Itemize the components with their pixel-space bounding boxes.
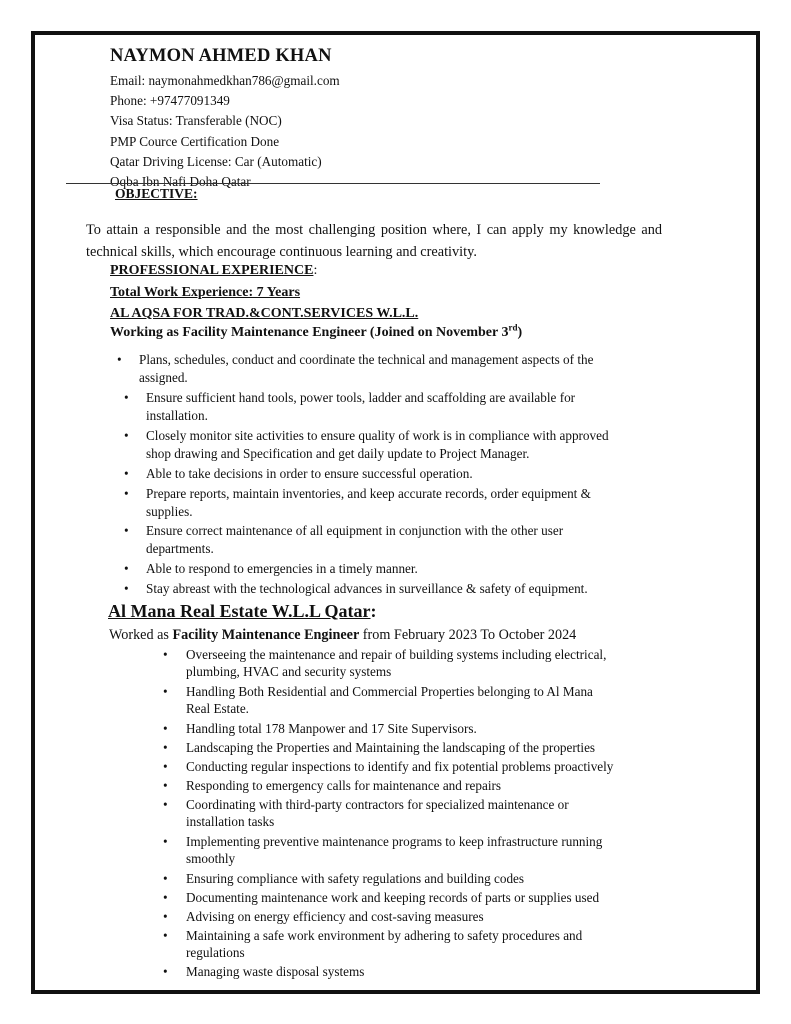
- bullet-text: Coordinating with third-party contractors for specialized maintenance or: [186, 797, 569, 812]
- bullet-text: Landscaping the Properties and Maintaining the landscaping of the properties: [186, 740, 596, 755]
- bullet-text: Ensure correct maintenance of all equipment in conjunction with the other user: [146, 523, 564, 538]
- contact-address: Oqba Ibn Nafi Doha Qatar: [110, 174, 251, 190]
- bullet-dot: •: [163, 740, 168, 755]
- bullet-text: Maintaining a safe work environment by adhering to safety procedures and: [186, 928, 583, 943]
- bullet-text: Closely monitor site activities to ensure quality of work is in compliance with approved: [146, 428, 609, 443]
- bullet-text: Implementing preventive maintenance programs to keep infrastructure running: [186, 834, 603, 849]
- objective-text: To attain a responsible and the most challenging position where, I can apply my knowledge and technical skills, which encourage continuous learning and creativity.: [86, 222, 662, 260]
- bullet-dot: •: [163, 890, 168, 905]
- contact-block: [110, 71, 340, 192]
- worked-role: Facility Maintenance Engineer: [172, 627, 360, 643]
- bullet-dot: •: [163, 871, 168, 886]
- bullet-text: Able to respond to emergencies in a timely manner.: [146, 561, 418, 576]
- bullet-text: Real Estate.: [186, 701, 249, 717]
- candidate-name: NAYMON AHMED KHAN: [110, 46, 332, 66]
- company-2-heading: [108, 601, 377, 622]
- worked-dates: from February 2023 To October 2024: [359, 627, 577, 643]
- bullet-dot: •: [163, 647, 168, 662]
- bullet-text: assigned.: [139, 370, 188, 385]
- bullet-dot: •: [124, 581, 129, 596]
- bullet-text: installation tasks: [186, 814, 275, 830]
- experience-heading: PROFESSIONAL EXPERIENCE: [110, 263, 314, 278]
- bullet-text: Documenting maintenance work and keeping records of parts or supplies used: [186, 890, 600, 905]
- bullet-dot: •: [163, 721, 168, 736]
- bullet-text: plumbing, HVAC and security systems: [186, 664, 392, 680]
- bullet-text: Prepare reports, maintain inventories, and keep accurate records, order equipment &: [146, 486, 591, 501]
- bullet-dot: •: [163, 797, 168, 812]
- bullet-text: installation.: [146, 408, 208, 423]
- bullet-text: Ensure sufficient hand tools, power tools, ladder and scaffolding are available for: [146, 390, 576, 405]
- bullet-dot: •: [163, 928, 168, 943]
- bullet-text: supplies.: [146, 504, 193, 519]
- bullet-text: Plans, schedules, conduct and coordinate the technical and management aspects of the: [139, 352, 594, 367]
- bullet-text: Responding to emergency calls for maintenance and repairs: [186, 778, 502, 793]
- experience-heading-colon: :: [313, 263, 318, 278]
- bullet-text: Managing waste disposal systems: [186, 964, 365, 979]
- company-1-role: [110, 322, 523, 341]
- bullet-dot: •: [124, 466, 129, 481]
- bullet-text: Conducting regular inspections to identify and fix potential problems proactively: [186, 759, 614, 774]
- bullet-text: Ensuring compliance with safety regulations and building codes: [186, 871, 525, 886]
- role-1-close: ): [517, 325, 523, 340]
- company-2-colon: :: [370, 601, 377, 621]
- contact-certification: PMP Cource Certification Done: [110, 133, 280, 149]
- bullet-dot: •: [124, 486, 129, 501]
- bullet-dot: •: [163, 759, 168, 774]
- bullet-text: Handling total 178 Manpower and 17 Site Supervisors.: [186, 721, 477, 736]
- bullet-text: regulations: [186, 945, 245, 961]
- bullet-dot: •: [163, 778, 168, 793]
- bullet-dot: •: [163, 909, 168, 924]
- objective-heading: OBJECTIVE:: [115, 186, 198, 201]
- bullet-text: Stay abreast with the technological advances in surveillance & safety of equipment.: [146, 581, 588, 596]
- company-2-role-line: [109, 627, 576, 644]
- bullet-text: Advising on energy efficiency and cost-saving measures: [186, 909, 484, 924]
- company-1-name: AL AQSA FOR TRAD.&CONT.SERVICES W.L.L.: [110, 306, 419, 321]
- bullet-text: Able to take decisions in order to ensure successful operation.: [146, 466, 473, 481]
- experience-heading-line: [110, 263, 317, 279]
- bullet-text: Overseeing the maintenance and repair of building systems including electrical,: [186, 647, 607, 662]
- bullet-dot: •: [163, 684, 168, 699]
- bullet-dot: •: [163, 964, 168, 979]
- contact-visa: Visa Status: Transferable (NOC): [110, 113, 282, 129]
- bullet-text: departments.: [146, 541, 214, 556]
- bullet-text: Handling Both Residential and Commercial Properties belonging to Al Mana: [186, 684, 593, 699]
- bullet-dot: •: [124, 523, 129, 538]
- bullet-text: shop drawing and Specification and get daily update to Project Manager.: [146, 446, 530, 461]
- contact-phone: Phone: +97477091349: [110, 93, 230, 109]
- bullet-dot: •: [117, 352, 122, 367]
- company-2-name: Al Mana Real Estate W.L.L Qatar: [108, 601, 371, 621]
- bullet-dot: •: [163, 834, 168, 849]
- bullet-text: smoothly: [186, 851, 236, 867]
- bullet-dot: •: [124, 561, 129, 576]
- total-experience: Total Work Experience: 7 Years: [110, 285, 301, 300]
- contact-email: Email: naymonahmedkhan786@gmail.com: [110, 73, 340, 88]
- bullet-dot: •: [124, 390, 129, 405]
- header-divider: [66, 183, 600, 184]
- contact-license: Qatar Driving License: Car (Automatic): [110, 153, 322, 169]
- role-1-sup: rd: [508, 322, 518, 333]
- role-1-text: Working as Facility Maintenance Engineer (Joined on November 3: [110, 325, 509, 340]
- worked-prefix: Worked as: [109, 627, 173, 643]
- bullet-dot: •: [124, 428, 129, 443]
